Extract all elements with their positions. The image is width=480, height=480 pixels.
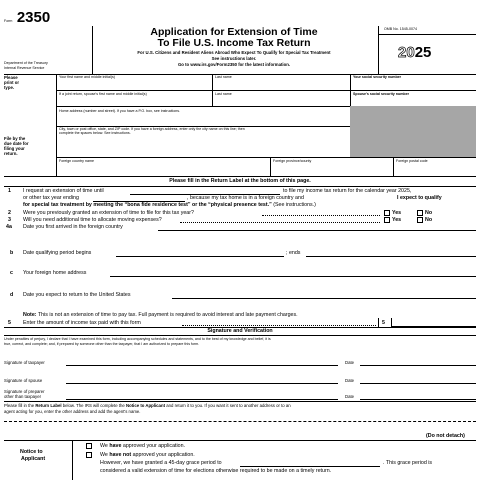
line-4d-number: d — [10, 292, 14, 298]
form-number: 2350 — [16, 9, 51, 26]
line-3-number: 3 — [8, 217, 11, 223]
line-3-no-label: No — [425, 217, 433, 223]
line-3-text: Will you need additional time to allocate moving expenses? — [23, 217, 162, 223]
first-name-field[interactable]: Your first name and middle initial(s) — [59, 75, 115, 79]
notice-label-line2: Applicant — [21, 456, 46, 462]
line-3-yes-label: Yes — [392, 217, 402, 223]
taxpayer-signature-label: Signature of taxpayer — [4, 360, 45, 365]
line-3-yes-checkbox[interactable] — [384, 217, 390, 223]
province-divider — [270, 157, 271, 176]
grace-period-text-b: . This grace period is — [383, 460, 433, 466]
grace-period-date-input[interactable] — [240, 466, 380, 467]
spouse-signature-label: Signature of spouse — [4, 378, 43, 383]
line-1-text-b: to file my income tax return for the calendar year 2025, — [283, 188, 412, 194]
line-2-yes-checkbox[interactable] — [384, 210, 390, 216]
perjury-statement-line2: true, correct, and complete; and, if prepared by someone other than the taxpayer, that I am authorized to prepare this form. — [4, 341, 200, 346]
line-1-number: 1 — [8, 188, 11, 194]
website-note: Go to www.irs.gov/Form2350 for the latest information. — [177, 62, 291, 67]
line-1-text-d: , because my tax home is in a foreign country and — [187, 195, 304, 201]
postal-divider — [393, 157, 394, 176]
not-approved-option — [100, 452, 195, 458]
return-label-text-c: below. The IRS will complete the — [62, 403, 125, 408]
line-5-number: 5 — [8, 320, 11, 326]
line-5-box-label: 5 — [382, 320, 385, 326]
agency-name: Internal Revenue Service — [4, 65, 45, 70]
grace-period-text: However, we have granted a 45-day grace period to — [100, 460, 222, 466]
approved-text-b: have — [109, 443, 122, 449]
form-title-line2: To File U.S. Income Tax Return — [157, 36, 311, 49]
detach-line — [4, 421, 476, 422]
approved-text-a: We — [100, 443, 108, 449]
line-1-text-c: or other tax year ending — [23, 195, 79, 201]
form-prefix: Form — [4, 19, 13, 23]
row-divider — [56, 90, 476, 91]
line-5-text: Enter the amount of income tax paid with this form — [23, 320, 141, 326]
line-4b-ends-label: ; ends — [286, 250, 301, 256]
not-approved-text-c: approved your application. — [132, 452, 195, 458]
approved-checkbox[interactable] — [86, 443, 92, 449]
approved-text-c: approved your application. — [122, 443, 186, 449]
taxpayer-date-label: Date — [345, 360, 355, 365]
line-2-yes-label: Yes — [392, 210, 402, 216]
section-rule — [4, 401, 476, 402]
qualifying-period-end-input[interactable] — [306, 256, 476, 257]
spouse-signature-input[interactable] — [66, 383, 338, 384]
file-by-due-date-label: File by the due date for filing your return. — [4, 136, 29, 156]
note-text: This is not an extension of time to pay tax. Full payment is required to avoid interest and late payment charges. — [37, 312, 298, 318]
line-4c-number: c — [10, 270, 13, 276]
preparer-signature-label-line1: Signature of preparer — [4, 389, 45, 394]
shaded-area — [350, 106, 476, 157]
spouse-first-name-field[interactable]: If a joint return, spouse's first name and middle initial(s) — [59, 92, 147, 96]
see-instructions-note: See instructions later. — [211, 56, 257, 61]
line-1-text-a: I request an extension of time until — [23, 188, 104, 194]
signature-heading: Signature and Verification — [207, 328, 273, 334]
not-approved-checkbox[interactable] — [86, 452, 92, 458]
preparer-date-label: Date — [345, 394, 355, 399]
line-4b-text: Date qualifying period begins — [23, 250, 92, 256]
section-rule — [4, 335, 476, 336]
foreign-postal-code-field[interactable]: Foreign postal code — [396, 159, 428, 163]
return-label-instruction-line2: agent acting for you, enter the other address and add the agent's name. — [4, 408, 141, 414]
taxpayer-signature-input[interactable] — [66, 365, 338, 366]
spouse-ssn-field[interactable]: Spouse's social security number — [353, 92, 409, 96]
preparer-signature-label-line2: other than taxpayer — [4, 394, 42, 399]
line-4d-text: Date you expect to return to the United States — [23, 292, 131, 298]
line-2-no-label: No — [425, 210, 433, 216]
return-label-text-d: Notice to Applicant — [126, 403, 166, 408]
form-number-block — [4, 9, 50, 27]
city-state-zip-field[interactable]: City, town or post office, state, and ZIP code. If you have a foreign address, enter only the city name on this line; then — [59, 127, 245, 131]
grace-period-explanation: considered a valid extension of time for elections otherwise required to be made on a timely return. — [100, 468, 332, 474]
return-date-input[interactable] — [172, 298, 476, 299]
line-2-number: 2 — [8, 210, 11, 216]
department-name: Department of the Treasury — [4, 61, 48, 65]
foreign-home-address-input[interactable] — [110, 276, 476, 277]
notice-top-rule — [4, 440, 476, 441]
line-2-no-checkbox[interactable] — [417, 210, 423, 216]
return-label-text-a: Please fill in the — [4, 403, 35, 408]
do-not-detach-label: (Do not detach) — [426, 433, 465, 439]
line-2-text: Were you previously granted an extension of time to file for this tax year? — [23, 210, 194, 216]
payment-note — [23, 312, 298, 318]
notice-label-line1: Notice to — [20, 449, 43, 455]
spouse-last-name-field[interactable]: Last name — [215, 92, 232, 96]
line-1-text-e: I expect to qualify — [397, 195, 442, 201]
taxpayer-date-input[interactable] — [360, 365, 476, 366]
line-5-box-border — [378, 318, 379, 327]
line-4c-text: Your foreign home address — [23, 270, 87, 276]
tax-year-bold: 25 — [414, 44, 432, 61]
print-or-type-label: Please print or type. — [4, 75, 20, 90]
not-approved-text-b: have not — [109, 452, 132, 458]
tax-year — [398, 44, 431, 61]
line-1-text-f-wrap — [23, 202, 316, 208]
not-approved-text-a: We — [100, 452, 108, 458]
section-rule — [4, 186, 476, 187]
form-title-line1: Application for Extension of Time — [150, 26, 318, 38]
spouse-date-input[interactable] — [360, 383, 476, 384]
return-label-heading: Please fill in the Return Label at the bottom of this page. — [169, 178, 311, 184]
approved-option — [100, 443, 185, 449]
line-3-leader — [180, 222, 380, 223]
row-divider — [56, 157, 476, 158]
preparer-signature-input[interactable] — [66, 399, 338, 400]
omb-number: OMB No. 1545-0074 — [384, 27, 417, 31]
spouse-date-label: Date — [345, 378, 355, 383]
line-1-text-g: (See instructions.) — [273, 202, 316, 208]
return-label-instruction-line1 — [4, 403, 291, 408]
arrival-date-input[interactable] — [158, 230, 476, 231]
city-state-zip-instructions: complete the spaces below. See instructions. — [59, 131, 131, 135]
return-label-text-e: and return it to you. If you want it sent to another address or to an — [166, 403, 291, 408]
note-label: Note: — [23, 312, 37, 318]
line-5-leader — [182, 325, 376, 326]
name-block-bottom-rule — [4, 176, 476, 177]
last-name-field[interactable]: Last name — [215, 75, 232, 79]
notice-divider — [72, 440, 73, 480]
omb-divider — [378, 34, 476, 35]
perjury-statement-line1: Under penalties of perjury, I declare that I have examined this form, including accompanying schedules and statements, and to the best of my knowledge and belief, it is — [4, 337, 271, 341]
tax-year-outline: 20 — [398, 44, 415, 61]
foreign-province-field[interactable]: Foreign province/county — [273, 159, 312, 163]
qualifying-period-begin-input[interactable] — [116, 256, 284, 257]
line-4a-text: Date you first arrived in the foreign country — [23, 224, 123, 230]
foreign-country-field[interactable]: Foreign country name — [59, 159, 94, 163]
home-address-field[interactable]: Home address (number and street). If you have a P.O. box, see instructions. — [59, 109, 180, 113]
line-3-no-checkbox[interactable] — [417, 217, 423, 223]
ssn-field[interactable]: Your social security number — [353, 75, 402, 79]
preparer-date-input[interactable] — [360, 399, 476, 400]
line-1-text-f: for special tax treatment by meeting the “bona fide residence test” or the “physical presence test.” — [23, 202, 272, 208]
line-4a-number: 4a — [6, 224, 12, 230]
return-label-text-b: Return Label — [35, 403, 62, 408]
line-4b-number: b — [10, 250, 14, 256]
line-2-leader — [262, 215, 380, 216]
form-subtitle: For U.S. Citizens and Resident Aliens Abroad Who Expect To Qualify for Special Tax Treatment — [137, 50, 331, 55]
